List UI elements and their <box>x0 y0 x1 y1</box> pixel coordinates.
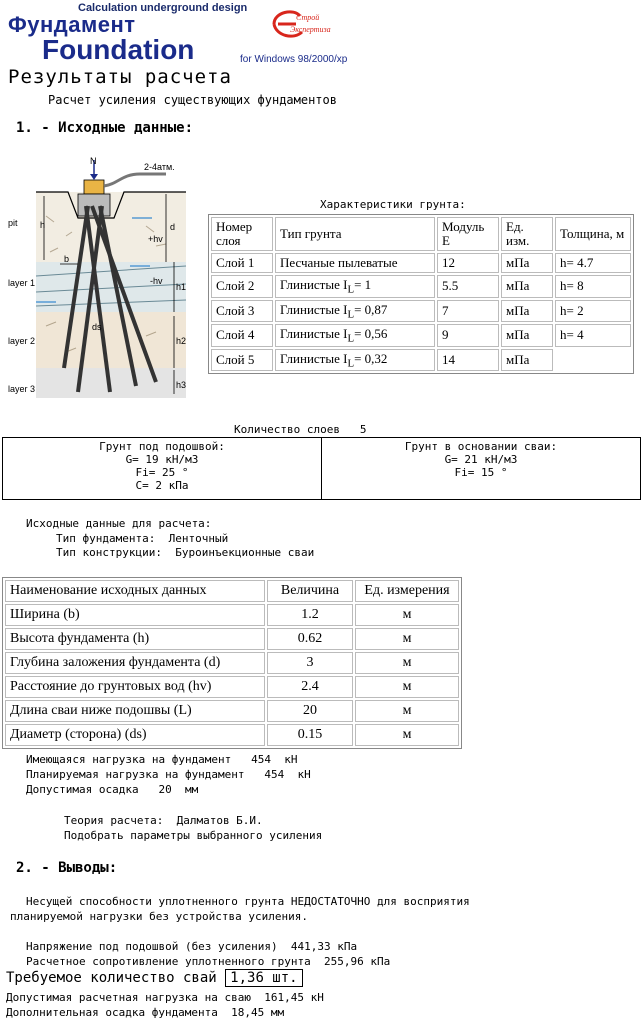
table-cell: м <box>355 676 459 698</box>
load-line: Планируемая нагрузка на фундамент 454 кН <box>26 768 311 781</box>
diagram-label-d: d <box>170 222 176 232</box>
table-header-cell: Номер слоя <box>211 217 273 251</box>
diagram-label-layer2: layer 2 <box>8 336 36 346</box>
table-cell: Расстояние до грунтовых вод (hv) <box>5 676 265 698</box>
diagram-label-plus-hv: +hv <box>148 234 163 244</box>
table-cell: h= 4 <box>555 324 631 347</box>
table-header-row <box>211 217 631 251</box>
table-cell: мПа <box>501 300 553 323</box>
table-cell: м <box>355 724 459 746</box>
stress-line: Напряжение под подошвой (без усиления) 441,33 кПа <box>26 940 358 953</box>
table-cell: Длина сваи ниже подошвы (L) <box>5 700 265 722</box>
table-cell: мПа <box>501 349 553 372</box>
foundation-diagram <box>6 156 196 398</box>
conclusion-line: Несущей способности уплотненного грунта НЕДОСТАТОЧНО для восприятия <box>26 895 470 908</box>
diagram-label-pit: pit <box>8 218 18 228</box>
soil-index-sub: L <box>347 332 355 345</box>
page-subtitle: Расчет усиления существующих фундаментов <box>48 93 337 107</box>
theory-line: Подобрать параметры выбранного усиления <box>64 829 323 842</box>
soil-table-caption: Характеристики грунта: <box>320 198 466 211</box>
table-row <box>5 604 459 626</box>
table-cell <box>275 300 435 323</box>
table-header-cell: Ед. измерения <box>355 580 459 602</box>
diagram-label-n: N <box>90 156 97 166</box>
construction-type-label: Тип конструкции: <box>56 546 162 559</box>
table-header-cell: Наименование исходных данных <box>5 580 265 602</box>
table-cell: 12 <box>437 253 499 273</box>
table-row <box>211 349 631 372</box>
table-row <box>5 676 459 698</box>
platform-label: for Windows 98/2000/xp <box>240 54 348 65</box>
soil-index-value: = 1 <box>354 277 372 292</box>
table-row <box>211 324 631 347</box>
under-sole-title: Грунт под подошвой: <box>99 440 225 453</box>
table-cell <box>275 275 435 298</box>
table-header-cell: Величина <box>267 580 353 602</box>
table-row <box>5 652 459 674</box>
input-intro-title: Исходные данные для расчета: <box>26 517 212 530</box>
table-cell: м <box>355 652 459 674</box>
table-cell: м <box>355 604 459 626</box>
pile-base-panel <box>322 438 640 499</box>
table-header-cell: Толщина, м <box>555 217 631 251</box>
diagram-label-h: h <box>40 220 46 230</box>
table-cell: Диаметр (сторона) (ds) <box>5 724 265 746</box>
app-title-en: Foundation <box>42 34 195 65</box>
table-cell: Слой 4 <box>211 324 273 347</box>
table-cell <box>275 349 435 372</box>
under-sole-line: G= 19 кН/м3 <box>125 453 199 466</box>
table-cell: мПа <box>501 275 553 298</box>
stress-line: Расчетное сопротивление уплотненного грунта 255,96 кПа <box>26 955 391 968</box>
app-title-ru: Фундамент <box>8 12 136 37</box>
soil-index-sub: L <box>347 357 355 370</box>
table-cell: Слой 3 <box>211 300 273 323</box>
table-cell: м <box>355 700 459 722</box>
table-cell: Песчаные пылеватые <box>275 253 435 273</box>
required-piles-value: 1,36 шт. <box>225 969 302 987</box>
layers-count <box>234 423 366 436</box>
table-cell: 0.62 <box>267 628 353 650</box>
diagram-label-h1: h1 <box>176 282 187 292</box>
svg-text:Экспертиза: Экспертиза <box>290 25 331 34</box>
table-cell: h= 8 <box>555 275 631 298</box>
under-sole-line: Fi= 25 ° <box>135 466 189 479</box>
app-tagline: Calculation underground design <box>78 2 248 14</box>
table-cell: Слой 2 <box>211 275 273 298</box>
diagram-label-b: b <box>64 254 70 264</box>
table-cell: Высота фундамента (h) <box>5 628 265 650</box>
table-cell: 1.2 <box>267 604 353 626</box>
foundation-type-label: Тип фундамента: <box>56 532 156 545</box>
diagram-label-pressure: 2-4атм. <box>144 162 175 172</box>
construction-type <box>56 546 314 559</box>
soil-type-text: Глинистые I <box>280 350 348 366</box>
soil-index-value: = 0,87 <box>354 301 388 317</box>
table-header-cell: Модуль E <box>437 217 499 251</box>
pile-base-line: Fi= 15 ° <box>454 466 508 479</box>
soil-type-text: Глинистые I <box>280 277 348 292</box>
section-1-heading: 1. - Исходные данные: <box>16 120 194 136</box>
table-cell: 20 <box>267 700 353 722</box>
table-cell: Глубина заложения фундамента (d) <box>5 652 265 674</box>
table-cell: 2.4 <box>267 676 353 698</box>
page-title: Результаты расчета <box>8 66 232 88</box>
input-data-table <box>2 577 462 749</box>
section-2-heading: 2. - Выводы: <box>16 860 118 876</box>
construction-type-value: Буроинъекционные сваи <box>175 546 315 559</box>
table-cell: h= 4.7 <box>555 253 631 273</box>
theory-line: Теория расчета: Далматов Б.И. <box>64 814 263 827</box>
soil-table <box>208 214 634 374</box>
pile-base-line: G= 21 кН/м3 <box>444 453 518 466</box>
table-header-row <box>5 580 459 602</box>
soil-index-value: = 0,56 <box>354 326 388 342</box>
final-line: Допустимая расчетная нагрузка на сваю 161,45 кН <box>6 991 324 1004</box>
table-row <box>5 700 459 722</box>
soil-index-sub: L <box>347 308 355 321</box>
diagram-label-h3: h3 <box>176 380 187 390</box>
table-row <box>211 300 631 323</box>
table-cell: 3 <box>267 652 353 674</box>
table-cell: м <box>355 628 459 650</box>
under-sole-line: C= 2 кПа <box>135 479 189 492</box>
layers-count-value: 5 <box>359 423 367 436</box>
soil-type-text: Глинистые I <box>280 301 348 317</box>
load-line: Имеющаяся нагрузка на фундамент 454 кН <box>26 753 298 766</box>
table-cell: h= 2 <box>555 300 631 323</box>
table-cell: 0.15 <box>267 724 353 746</box>
table-cell: 14 <box>437 349 499 372</box>
table-cell <box>275 324 435 347</box>
table-cell: 5.5 <box>437 275 499 298</box>
diagram-label-ds: ds <box>92 322 102 332</box>
table-cell: 7 <box>437 300 499 323</box>
required-piles <box>6 970 303 986</box>
diagram-label-h2: h2 <box>176 336 187 346</box>
foundation-type <box>56 532 228 545</box>
foundation-type-value: Ленточный <box>168 532 229 545</box>
soil-type-text: Глинистые I <box>280 326 348 342</box>
pile-base-title: Грунт в основании сваи: <box>404 440 558 453</box>
table-cell: 9 <box>437 324 499 347</box>
company-logo-icon <box>270 6 332 42</box>
soil-index-sub: L <box>347 283 355 296</box>
diagram-label-layer3: layer 3 <box>8 384 36 394</box>
soil-index-value: = 0,32 <box>354 350 388 366</box>
required-piles-label: Требуемое количество свай <box>6 970 217 986</box>
table-row <box>5 628 459 650</box>
table-row <box>211 253 631 273</box>
table-cell: Ширина (b) <box>5 604 265 626</box>
table-row <box>211 275 631 298</box>
diagram-label-minus-hv: -hv <box>150 276 163 286</box>
table-cell <box>555 349 631 372</box>
soil-properties-box <box>2 437 641 500</box>
conclusion-line: планируемой нагрузки без устройства усиления. <box>10 910 309 923</box>
svg-text:Строй: Строй <box>296 13 320 22</box>
under-sole-panel <box>3 438 322 499</box>
table-cell: Слой 1 <box>211 253 273 273</box>
layers-count-label: Количество слоев <box>234 423 340 436</box>
load-line: Допустимая осадка 20 мм <box>26 783 199 796</box>
table-cell: мПа <box>501 324 553 347</box>
final-line: Дополнительная осадка фундамента 18,45 мм <box>6 1006 285 1019</box>
table-row <box>5 724 459 746</box>
table-header-cell: Ед. изм. <box>501 217 553 251</box>
table-cell: Слой 5 <box>211 349 273 372</box>
table-header-cell: Тип грунта <box>275 217 435 251</box>
table-cell: мПа <box>501 253 553 273</box>
diagram-label-layer1: layer 1 <box>8 278 36 288</box>
